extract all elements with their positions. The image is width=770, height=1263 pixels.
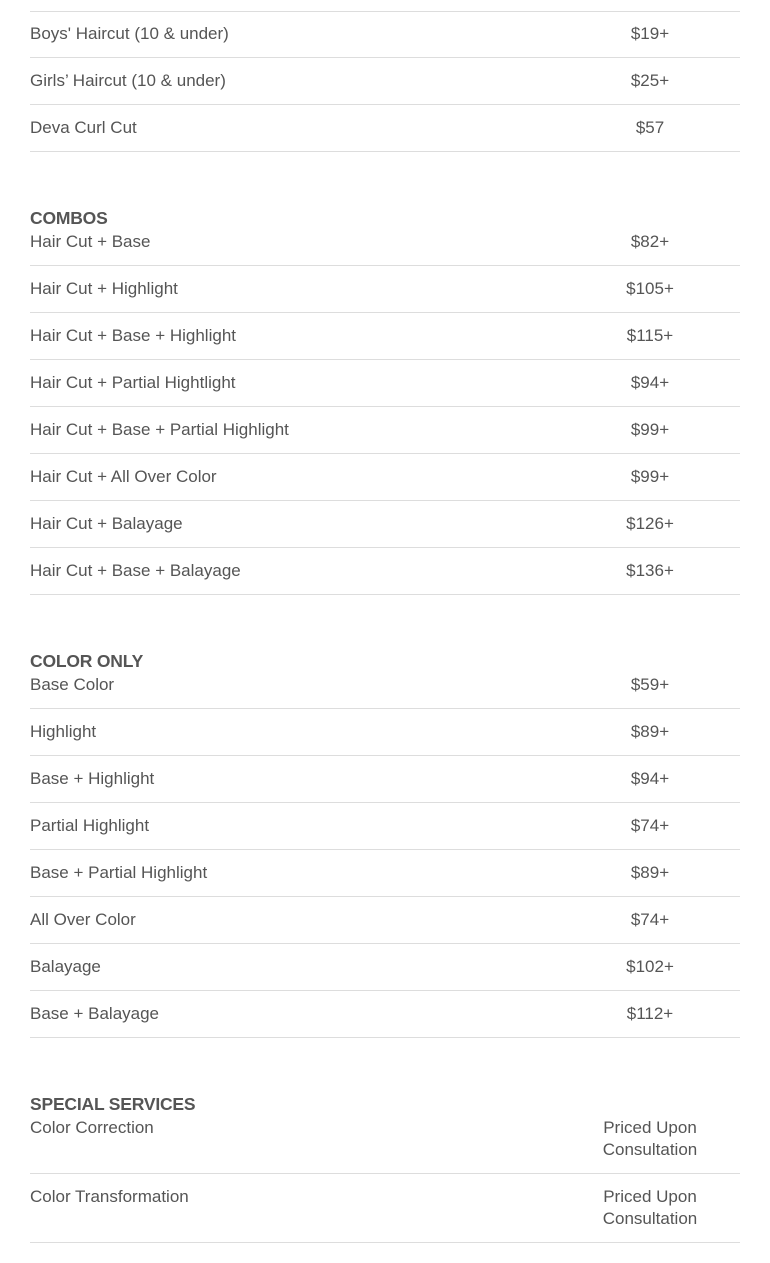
service-name: Color Correction [30, 1118, 154, 1137]
price-row [30, 229, 740, 266]
service-name: Hair Cut + Base [30, 232, 151, 251]
service-name: Base Color [30, 675, 115, 694]
price-row [30, 897, 740, 944]
price-row [30, 313, 740, 360]
service-name: Partial Highlight [30, 816, 150, 835]
price-row [30, 501, 740, 548]
price-row [30, 1174, 740, 1243]
section-rows [30, 672, 740, 1038]
price-row [30, 991, 740, 1038]
section-rows [30, 12, 740, 152]
service-name: Deva Curl Cut [30, 118, 137, 137]
service-price: $136+ [626, 561, 674, 580]
price-row [30, 803, 740, 850]
service-name: Hair Cut + Highlight [30, 279, 178, 298]
service-name: Hair Cut + Base + Highlight [30, 326, 236, 345]
service-price: $57 [635, 118, 665, 137]
service-price: $89+ [630, 722, 670, 741]
section-combos [30, 152, 740, 595]
price-row [30, 850, 740, 897]
price-row [30, 105, 740, 152]
section-special-services [30, 1038, 740, 1243]
service-price [560, 1186, 740, 1230]
price-row [30, 266, 740, 313]
service-price: $89+ [630, 863, 670, 882]
section-haircuts [30, 12, 740, 152]
service-name: Hair Cut + Base + Partial Highlight [30, 420, 289, 439]
service-price: $115+ [626, 326, 674, 345]
service-name: Base + Partial Highlight [30, 863, 208, 882]
service-name: Color Transformation [30, 1187, 189, 1206]
service-name: Girls’ Haircut (10 & under) [30, 71, 226, 90]
service-price: $126+ [626, 514, 674, 533]
service-name: Base + Highlight [30, 769, 155, 788]
price-list [30, 0, 740, 1243]
price-row [30, 12, 740, 58]
service-price: $105+ [626, 279, 674, 298]
service-name: Hair Cut + All Over Color [30, 467, 217, 486]
section-color-only [30, 595, 740, 1038]
service-name: Highlight [30, 722, 97, 741]
service-name: Hair Cut + Balayage [30, 514, 183, 533]
price-line: Priced Upon [603, 1118, 697, 1137]
price-row [30, 756, 740, 803]
service-price [560, 1117, 740, 1161]
price-line: Consultation [602, 1209, 698, 1228]
service-name: Base + Balayage [30, 1004, 160, 1023]
price-row [30, 407, 740, 454]
service-name: Boys' Haircut (10 & under) [30, 24, 229, 43]
section-title: COMBOS [30, 208, 108, 228]
service-price: $102+ [626, 957, 674, 976]
section-rows [30, 1115, 740, 1243]
service-price: $94+ [630, 373, 670, 392]
section-title: COLOR ONLY [30, 651, 144, 671]
price-row [30, 548, 740, 595]
service-price: $25+ [630, 71, 670, 90]
price-row [30, 454, 740, 501]
section-rows [30, 229, 740, 595]
price-line: Consultation [602, 1140, 698, 1159]
service-price: $82+ [630, 232, 670, 251]
price-row [30, 58, 740, 105]
service-price: $94+ [630, 769, 670, 788]
service-price: $99+ [630, 420, 670, 439]
service-price: $112+ [626, 1004, 674, 1023]
price-row [30, 360, 740, 407]
section-title: SPECIAL SERVICES [30, 1094, 196, 1114]
service-price: $74+ [630, 910, 670, 929]
service-price: $19+ [630, 24, 670, 43]
price-row [30, 944, 740, 991]
top-divider [30, 0, 740, 12]
service-name: Balayage [30, 957, 101, 976]
service-price: $99+ [630, 467, 670, 486]
service-price: $74+ [630, 816, 670, 835]
service-price: $59+ [630, 675, 670, 694]
price-row [30, 672, 740, 709]
price-line: Priced Upon [603, 1187, 697, 1206]
service-name: Hair Cut + Partial Hightlight [30, 373, 236, 392]
price-row [30, 1115, 740, 1174]
price-row [30, 709, 740, 756]
service-name: All Over Color [30, 910, 136, 929]
service-name: Hair Cut + Base + Balayage [30, 561, 241, 580]
